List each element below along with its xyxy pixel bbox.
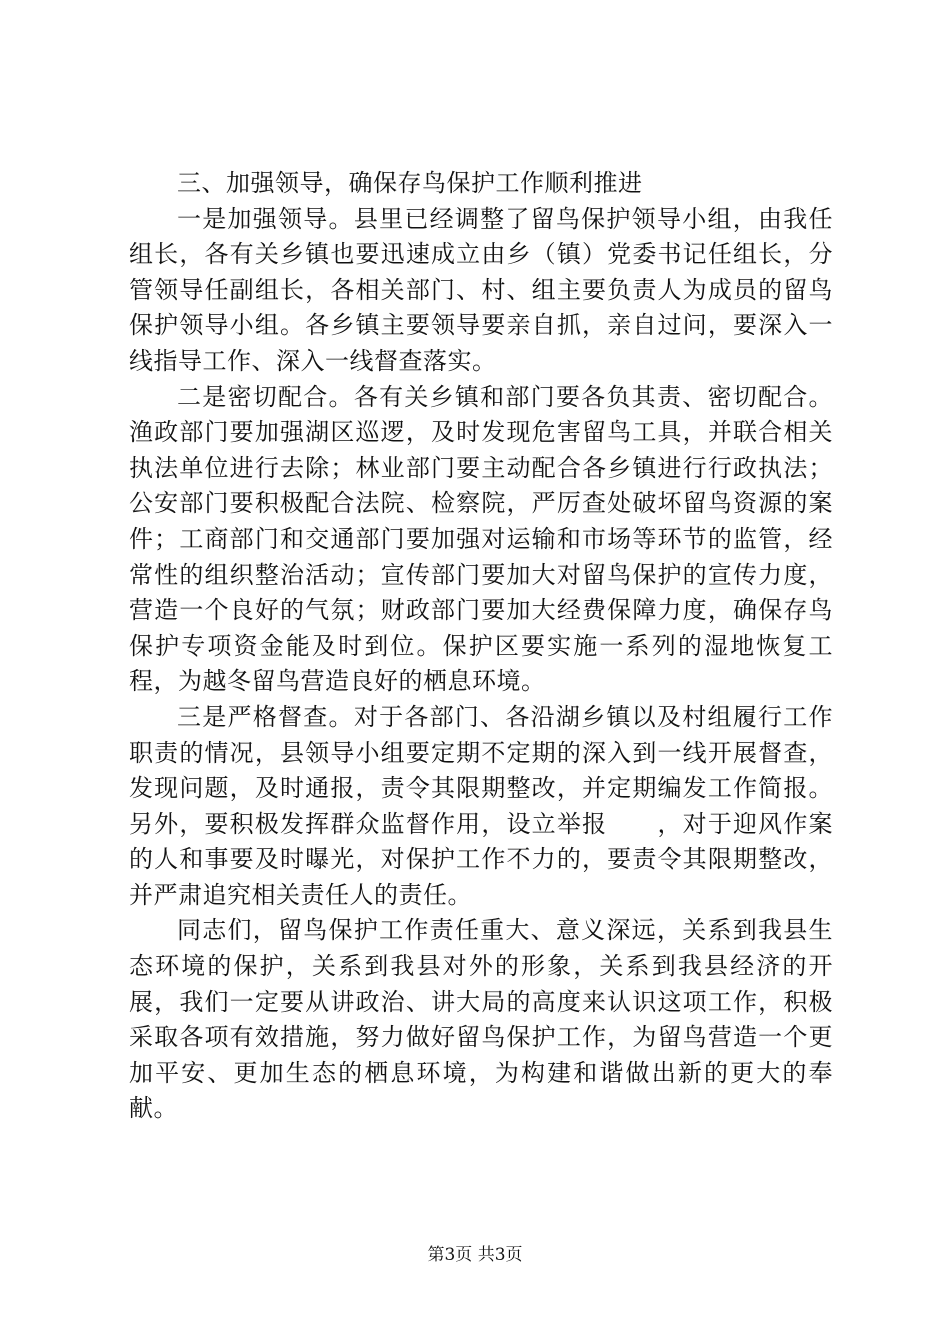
document-body bbox=[129, 166, 833, 1127]
paragraph-supervision: 三是严格督查。对于各部门、各沿湖乡镇以及村组履行工作职责的情况，县领导小组要定期不定期的深入到一线开展督查，发现问题，及时通报，责令其限期整改，并定期编发工作简报。另外，要积极发挥群众监督作用，设立举报 ，对于迎风作案的人和事要及时曝光，对保护工作不力的，要责令其限期整改，并严肃追究相关责任人的责任。 bbox=[129, 702, 833, 909]
page-number-footer: 第3页 共3页 bbox=[427, 1245, 523, 1265]
section-heading: 三、加强领导，确保存鸟保护工作顺利推进 bbox=[177, 169, 643, 197]
paragraph-leadership: 一是加强领导。县里已经调整了留鸟保护领导小组，由我任组长，各有关乡镇也要迅速成立由乡（镇）党委书记任组长，分管领导任副组长，各相关部门、村、组主要负责人为成员的留鸟保护领导小组。各乡镇主要领导要亲自抓，亲自过问，要深入一线指导工作、深入一线督查落实。 bbox=[129, 204, 833, 375]
paragraph-cooperation: 二是密切配合。各有关乡镇和部门要各负其责、密切配合。渔政部门要加强湖区巡逻，及时发现危害留鸟工具，并联合相关执法单位进行去除；林业部门要主动配合各乡镇进行行政执法；公安部门要积极配合法院、检察院，严厉查处破坏留鸟资源的案件；工商部门和交通部门要加强对运输和市场等环节的监管，经常性的组织整治活动；宣传部门要加大对留鸟保护的宣传力度，营造一个良好的气氛；财政部门要加大经费保障力度，确保存鸟保护专项资金能及时到位。保护区要实施一系列的湿地恢复工程，为越冬留鸟营造良好的栖息环境。 bbox=[129, 382, 833, 696]
paragraph-conclusion: 同志们，留鸟保护工作责任重大、意义深远，关系到我县生态环境的保护，关系到我县对外的形象，关系到我县经济的开展，我们一定要从讲政治、讲大局的高度来认识这项工作，积极采取各项有效措施，努力做好留鸟保护工作，为留鸟营造一个更加平安、更加生态的栖息环境，为构建和谐做出新的更大的奉献。 bbox=[129, 916, 833, 1123]
